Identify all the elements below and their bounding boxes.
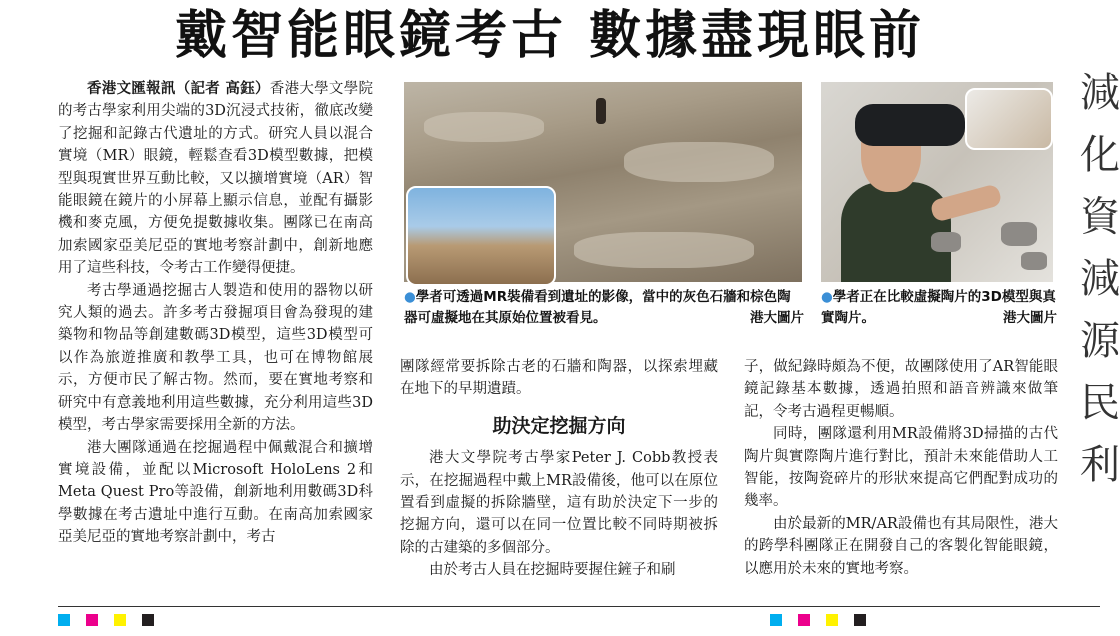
rubble-shape: [574, 232, 754, 268]
photo1-caption: [404, 287, 804, 329]
registration-mark-yellow: [114, 614, 126, 626]
subheading: 助決定挖掘方向: [492, 414, 626, 437]
lead-paragraph: [58, 78, 373, 280]
pottery-shard: [1021, 252, 1047, 270]
registration-mark-magenta: [86, 614, 98, 626]
caption-bullet: ●: [821, 289, 833, 305]
headline: 戴智能眼鏡考古 數據盡現眼前: [174, 6, 926, 66]
caption-bullet: ●: [404, 289, 416, 305]
arm-shape: [929, 183, 1002, 222]
registration-mark-cyan: [58, 614, 70, 626]
mr-headset-icon: [855, 104, 965, 146]
researcher-headset-photo: [821, 82, 1053, 282]
rubble-shape: [624, 142, 774, 182]
article-column-1: [58, 78, 373, 549]
paragraph: 由於最新的MR/AR設備也有其局限性，港大的跨學科團隊正在開發自己的客製化智能眼鏡，以應用於未來的實地考察。: [744, 515, 1058, 577]
landscape-inset-photo: [406, 186, 556, 286]
byline: 香港文匯報訊（記者 高鈺）: [87, 81, 270, 97]
archaeologist-figure: [596, 98, 606, 124]
registration-mark-cyan: [770, 614, 782, 626]
registration-mark-yellow: [826, 614, 838, 626]
paragraph: 港大文學院考古學家Peter J. Cobb教授表示，在挖掘過程中戴上MR設備後，他可以在原位置看到虛擬的拆除牆壁，這有助於決定下一步的挖掘方向，還可以在同一位置比較不同時期被拆除的古建築的多個部分。: [400, 450, 718, 556]
article-column-3: [744, 356, 1058, 580]
article-column-2: [400, 356, 718, 582]
paragraph: 同時，團隊還利用MR設備將3D掃描的古代陶片與實際陶片進行對比，預計未來能借助人工智能，按陶瓷碎片的形狀來提高它們配對成功的幾率。: [744, 426, 1058, 510]
rubble-shape: [424, 112, 544, 142]
caption-text: 學者正在比較虛擬陶片的3D模型與真實陶片。: [821, 289, 1056, 326]
paragraph: 子，做紀錄時頗為不便，故團隊使用了AR智能眼鏡記錄基本數據，透過拍照和語音辨識來做筆記，令考古過程更暢順。: [744, 359, 1058, 420]
pottery-shard: [931, 232, 961, 252]
paragraph: 由於考古人員在挖掘時要握住鏟子和刷: [429, 562, 676, 579]
photo-credit: 港大圖片: [750, 310, 804, 326]
registration-mark-magenta: [798, 614, 810, 626]
caption-text: 學者可透過MR裝備看到遺址的影像，當中的灰色石牆和棕色陶器可虛擬地在其原始位置被看見。: [404, 289, 791, 326]
shard-inset-photo: [965, 88, 1053, 150]
registration-mark-black: [142, 614, 154, 626]
adjacent-article-edge: 減 化 資 減 源 民 利: [1080, 70, 1120, 488]
photo-credit: 港大圖片: [1003, 310, 1057, 326]
bottom-rule: [58, 606, 1100, 607]
lead-text: 香港大學文學院的考古學家利用尖端的3D沉浸式技術，徹底改變了挖掘和記錄古代遺址的方式。研究人員以混合實境（MR）眼鏡，輕鬆查看3D模型數據，把模型與現實世界互動比較，又以擴增實境（AR）智能眼鏡在鏡片的小屏幕上顯示信息，並配有攝影機和麥克風，方便免提數據收集。團隊已在南高加索國家亞美尼亞的實地考察計劃中，創新地應用了這些科技，令考古工作變得便捷。: [58, 81, 373, 277]
paragraph: 團隊經常要拆除古老的石牆和陶器，以探索埋藏在地下的早期遺蹟。: [400, 359, 718, 398]
excavation-site-photo: [404, 82, 802, 282]
pottery-shard: [1001, 222, 1037, 246]
registration-mark-black: [854, 614, 866, 626]
photo2-caption: [821, 287, 1057, 329]
paragraph: 考古學通過挖掘古人製造和使用的器物以研究人類的過去。許多考古發掘項目會為發現的建築物和物品等創建數碼3D模型，這些3D模型可以作為旅遊推廣和教學工具，也可在博物館展示，方便市民了解古物。然而，要在實地考察和研究中有意義地利用這些數據，充分利用這些3D模型，考古學家需要採用全新的方法。: [58, 282, 373, 434]
paragraph: 港大團隊通過在挖掘過程中佩戴混合和擴增實境設備，並配以Microsoft HoloLens 2和Meta Quest Pro等設備，創新地利用數碼3D科學數據在考古遺址中進行互動。在南高加索國家亞美尼亞的實地考察計劃中，考古: [58, 439, 373, 546]
